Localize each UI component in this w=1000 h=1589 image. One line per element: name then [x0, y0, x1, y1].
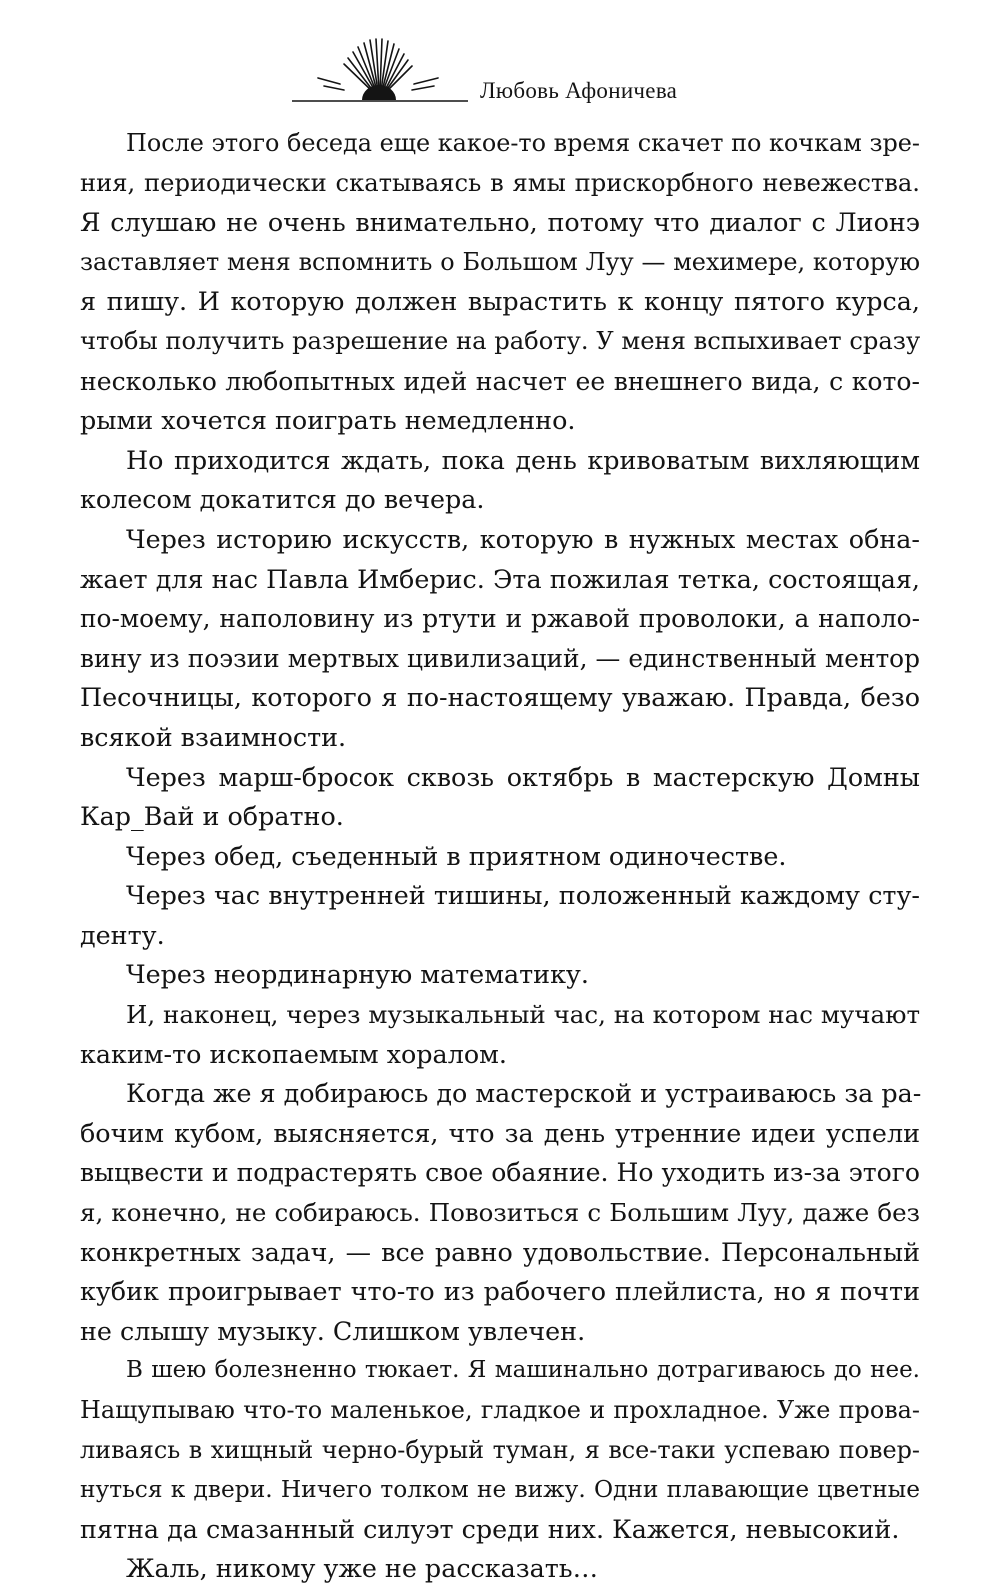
text-line: Через историю искусств, которую в нужных местах обна-: [126, 523, 920, 554]
text-line: нуться к двери. Ничего толком не вижу. Одни плавающие цветные: [80, 1476, 920, 1504]
text-line: заставляет меня вспомнить о Большом Луу — мехимере, которую: [80, 247, 920, 276]
text-line: я пишу. И которую должен вырастить к концу пятого курса,: [80, 286, 920, 317]
text-line: каким-то ископаемым хоралом.: [80, 1038, 507, 1069]
text-line: Жаль, никому уже не рассказать…: [126, 1553, 599, 1584]
text-line: Через марш-бросок сквозь октябрь в мастерскую Домны: [126, 761, 920, 792]
text-line: всякой взаимности.: [80, 721, 347, 752]
text-line: В шею болезненно тюкает. Я машинально дотрагиваюсь до нее.: [126, 1357, 920, 1384]
text-line: по-моему, наполовину из ртути и ржавой проволоки, а наполо-: [80, 604, 920, 634]
text-line: рыми хочется поиграть немедленно.: [80, 405, 576, 436]
text-line: жает для нас Павла Имберис. Эта пожилая тетка, состоящая,: [80, 563, 920, 594]
text-line: несколько любопытных идей насчет ее внешнего вида, с кото-: [80, 366, 920, 396]
text-line: бочим кубом, выясняется, что за день утренние идеи успели: [80, 1117, 920, 1148]
text-line: Через обед, съеденный в приятном одиночестве.: [126, 840, 787, 871]
author-name: Любовь Афоничева: [480, 78, 678, 103]
page-body: [80, 124, 920, 1589]
text-line: Но приходится ждать, пока день кривоватым вихляющим: [126, 444, 920, 475]
text-line: Когда же я добираюсь до мастерской и устраиваюсь за ра-: [126, 1078, 922, 1109]
text-line: денту.: [80, 919, 165, 950]
text-line: я, конечно, не собираюсь. Повозиться с Большим Луу, даже без: [80, 1198, 920, 1228]
text-line: Песочницы, которого я по-настоящему уважаю. Правда, безо: [80, 682, 920, 713]
text-line: чтобы получить разрешение на работу. У меня вспыхивает сразу: [80, 326, 921, 355]
text-line: Кар_Вай и обратно.: [80, 801, 344, 832]
text-line: конкретных задач, — все равно удовольствие. Персональный: [80, 1236, 920, 1267]
text-line: выцвести и подрастерять свое обаяние. Но уходить из-за этого: [80, 1158, 920, 1188]
sunburst-ornament-icon: [288, 38, 478, 108]
text-line: ния, периодически скатываясь в ямы прискорбного невежества.: [80, 168, 920, 197]
text-line: И, наконец, через музыкальный час, на котором нас мучают: [126, 1000, 920, 1030]
text-line: ливаясь в хищный черно-бурый туман, я все-таки успеваю повер-: [80, 1435, 920, 1464]
text-line: Я слушаю не очень внимательно, потому что диалог с Лионэ: [80, 207, 920, 238]
text-line: Нащупываю что-то маленькое, гладкое и прохладное. Уже прова-: [80, 1396, 920, 1424]
text-line: После этого беседа еще какое-то время скачет по кочкам зре-: [126, 129, 920, 157]
text-line: вину из поэзии мертвых цивилизаций, — единственный ментор: [80, 643, 920, 673]
text-line: колесом докатится до вечера.: [80, 484, 485, 515]
text-line: не слышу музыку. Слишком увлечен.: [80, 1315, 586, 1346]
running-header: [288, 38, 728, 108]
text-line: Через час внутренней тишины, положенный каждому сту-: [126, 880, 920, 911]
text-line: Через неординарную математику.: [126, 959, 589, 990]
text-line: пятна да смазанный силуэт среди них. Кажется, невысокий.: [80, 1513, 900, 1544]
text-line: кубик проигрывает что-то из рабочего плейлиста, но я почти: [80, 1276, 920, 1307]
